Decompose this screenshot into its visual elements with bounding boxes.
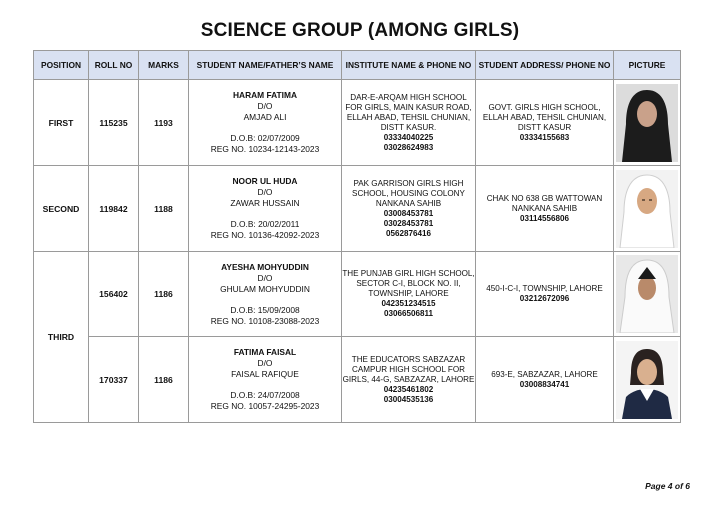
date-of-birth: D.O.B: 02/07/2009 bbox=[230, 133, 300, 143]
address-cell bbox=[476, 80, 614, 166]
institute-phone: 042351234515 bbox=[381, 299, 436, 308]
student-cell bbox=[189, 252, 342, 337]
father-name: ZAWAR HUSSAIN bbox=[230, 198, 300, 208]
date-of-birth: D.O.B: 15/09/2008 bbox=[230, 304, 300, 315]
header-roll-no: ROLL NO bbox=[89, 51, 139, 80]
position-cell: FIRST bbox=[34, 80, 89, 166]
registration-number: REG NO. 10234-12143-2023 bbox=[210, 144, 320, 154]
roll-no-cell: 156402 bbox=[89, 252, 139, 337]
registration-number: REG NO. 10136-42092-2023 bbox=[210, 230, 320, 240]
marks-cell: 1186 bbox=[139, 337, 189, 423]
institute-phone: 03004535136 bbox=[383, 394, 434, 404]
father-name: GHULAM MOHYUDDIN bbox=[220, 283, 310, 294]
student-address: 450-I-C-I, TOWNSHIP, LAHORE bbox=[486, 284, 603, 293]
institute-phone: 0562876416 bbox=[385, 228, 431, 238]
header-picture: PICTURE bbox=[614, 51, 681, 80]
table-row bbox=[34, 166, 681, 252]
page-title: SCIENCE GROUP (AMONG GIRLS) bbox=[200, 20, 520, 41]
date-of-birth: D.O.B: 24/07/2008 bbox=[230, 390, 300, 400]
position-cell: SECOND bbox=[34, 166, 89, 252]
institute-phone: 03334040225 bbox=[383, 132, 434, 142]
student-photo bbox=[616, 84, 678, 162]
registration-number: REG NO. 10057-24295-2023 bbox=[210, 401, 320, 411]
header-marks: MARKS bbox=[139, 51, 189, 80]
student-phone: 03114556806 bbox=[519, 213, 570, 223]
student-address: CHAK NO 638 GB WATTOWAN NANKANA SAHIB bbox=[486, 193, 603, 213]
student-name: NOOR UL HUDA bbox=[232, 176, 298, 186]
picture-cell bbox=[614, 80, 681, 166]
relation-label: D/O bbox=[257, 187, 273, 197]
relation-label: D/O bbox=[257, 101, 273, 111]
roll-no-cell: 115235 bbox=[89, 80, 139, 166]
address-cell bbox=[476, 337, 614, 423]
student-address: GOVT. GIRLS HIGH SCHOOL, ELLAH ABAD, TEHSIL CHUNIAN, DISTT KASUR bbox=[482, 102, 607, 132]
institute-phone: 03008453781 bbox=[383, 208, 434, 218]
student-photo bbox=[616, 255, 678, 333]
institute-phone: 03028624983 bbox=[383, 142, 434, 152]
table-row bbox=[34, 80, 681, 166]
student-cell bbox=[189, 337, 342, 423]
student-photo bbox=[616, 341, 678, 419]
father-name: AMJAD ALI bbox=[243, 112, 287, 122]
results-table bbox=[33, 50, 681, 423]
header-row bbox=[34, 51, 681, 80]
institute-cell bbox=[342, 337, 476, 423]
student-cell bbox=[189, 80, 342, 166]
date-of-birth: D.O.B: 20/02/2011 bbox=[230, 219, 300, 229]
roll-no-cell: 119842 bbox=[89, 166, 139, 252]
picture-cell bbox=[614, 337, 681, 423]
marks-cell: 1186 bbox=[139, 252, 189, 337]
institute-name: DAR-E-ARQAM HIGH SCHOOL FOR GIRLS, MAIN KASUR ROAD, ELLAH ABAD, TEHSIL CHUNIAN, DISTT KASUR. bbox=[345, 92, 472, 132]
position-cell: THIRD bbox=[34, 252, 89, 423]
address-cell bbox=[476, 252, 614, 337]
institute-phone: 03028453781 bbox=[383, 218, 434, 228]
student-photo bbox=[616, 170, 678, 248]
father-name: FAISAL RAFIQUE bbox=[231, 369, 299, 379]
header-student-name: STUDENT NAME/FATHER’S NAME bbox=[189, 51, 342, 80]
institute-cell bbox=[342, 252, 476, 337]
address-cell bbox=[476, 166, 614, 252]
institute-phone: 04235461802 bbox=[383, 384, 434, 394]
relation-label: D/O bbox=[257, 272, 273, 283]
relation-label: D/O bbox=[257, 358, 273, 368]
student-name: FATIMA FAISAL bbox=[233, 347, 297, 357]
roll-no-cell: 170337 bbox=[89, 337, 139, 423]
picture-cell bbox=[614, 252, 681, 337]
page-number: Page 4 of 6 bbox=[645, 481, 690, 491]
header-position: POSITION bbox=[34, 51, 89, 80]
student-address: 693-E, SABZAZAR, LAHORE bbox=[491, 369, 598, 379]
student-phone: 03334155683 bbox=[519, 132, 570, 142]
registration-number: REG NO. 10108-23088-2023 bbox=[210, 315, 320, 326]
student-cell bbox=[189, 166, 342, 252]
student-phone: 03212672096 bbox=[519, 294, 570, 303]
student-name: AYESHA MOHYUDDIN bbox=[221, 261, 309, 272]
student-name: HARAM FATIMA bbox=[232, 90, 298, 100]
table-row bbox=[34, 337, 681, 423]
marks-cell: 1188 bbox=[139, 166, 189, 252]
header-address: STUDENT ADDRESS/ PHONE NO bbox=[476, 51, 614, 80]
header-institute: INSTITUTE NAME & PHONE NO bbox=[342, 51, 476, 80]
table-row bbox=[34, 252, 681, 337]
marks-cell: 1193 bbox=[139, 80, 189, 166]
institute-cell bbox=[342, 166, 476, 252]
institute-phone: 03066506811 bbox=[383, 309, 434, 318]
institute-name: PAK GARRISON GIRLS HIGH SCHOOL, HOUSING COLONY NANKANA SAHIB bbox=[352, 178, 465, 208]
student-phone: 03008834741 bbox=[519, 379, 570, 389]
institute-cell bbox=[342, 80, 476, 166]
picture-cell bbox=[614, 166, 681, 252]
institute-name: THE EDUCATORS SABZAZAR CAMPUR HIGH SCHOOL FOR GIRLS, 44-G, SABZAZAR, LAHORE bbox=[342, 354, 475, 384]
institute-name: THE PUNJAB GIRL HIGH SCHOOL, SECTOR C-I, BLOCK NO. II, TOWNSHIP, LAHORE bbox=[342, 269, 475, 298]
